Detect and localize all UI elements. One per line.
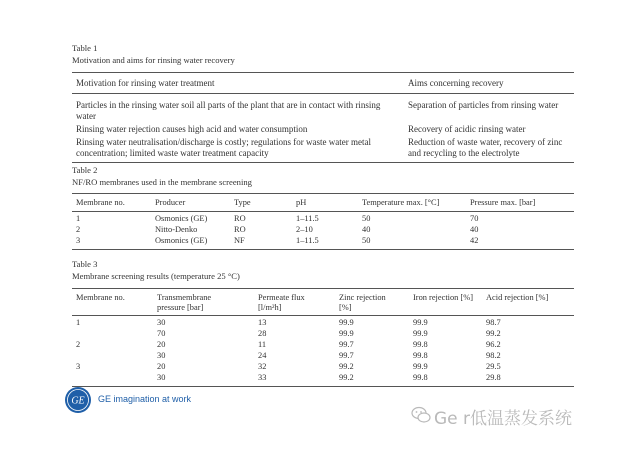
table3-caption: Membrane screening results (temperature 25 °C) xyxy=(72,271,240,281)
table3-cell: 20 xyxy=(157,340,166,349)
table1-bottom-rule xyxy=(72,162,574,163)
table3-cell: 98.2 xyxy=(486,351,501,360)
table2-cell: NF xyxy=(234,236,245,245)
table3-cell: 3 xyxy=(76,362,81,371)
table3-cell: 20 xyxy=(157,362,166,371)
table3-cell: 32 xyxy=(258,362,267,371)
table1-label: Table 1 xyxy=(72,43,98,53)
table3-header-iron: Iron rejection [%] xyxy=(413,293,473,302)
table2-cell: 40 xyxy=(362,225,371,234)
table3-cell: 99.8 xyxy=(413,373,428,382)
table3-cell: 99.2 xyxy=(486,329,501,338)
table1-row3-motivation: Rinsing water neutralisation/discharge is costly; regulations for waste water metal concentration; limited waste water treatment capacity xyxy=(76,137,372,158)
table3-cell: 99.7 xyxy=(339,340,354,349)
ge-tagline: GE imagination at work xyxy=(98,394,192,404)
table3-header-pressure: Transmembrane pressure [bar] xyxy=(157,293,212,312)
table2-cell: 1–11.5 xyxy=(296,236,319,245)
table2-cell: Osmonics (GE) xyxy=(155,214,208,223)
table1-top-rule xyxy=(72,72,574,73)
table2-header-producer: Producer xyxy=(155,198,186,207)
table3-cell: 99.8 xyxy=(413,340,428,349)
table3-header-rule xyxy=(72,315,574,316)
table1-header-aims: Aims concerning recovery xyxy=(408,78,504,88)
table2-cell: Osmonics (GE) xyxy=(155,236,208,245)
table3-cell: 11 xyxy=(258,340,267,349)
table3-cell: 24 xyxy=(258,351,267,360)
table3-cell: 96.2 xyxy=(486,340,501,349)
table1-caption: Motivation and aims for rinsing water recovery xyxy=(72,55,235,65)
watermark: Ge r低温蒸发系统 xyxy=(434,409,573,429)
table3-cell: 99.9 xyxy=(413,362,428,371)
table3-cell: 30 xyxy=(157,351,166,360)
table1-row2-motivation: Rinsing water rejection causes high acid and water consumption xyxy=(76,124,308,134)
table2-cell: 50 xyxy=(362,214,371,223)
ge-logo-text: GE xyxy=(71,395,85,407)
table3-header-acid: Acid rejection [%] xyxy=(486,293,549,302)
table2-cell: 3 xyxy=(76,236,81,245)
table3-top-rule xyxy=(72,288,574,289)
table3-cell: 1 xyxy=(76,318,81,327)
table3-header-membrane-no: Membrane no. xyxy=(76,293,125,302)
ge-logo-icon xyxy=(64,386,92,414)
table2-cell: 2–10 xyxy=(296,225,313,234)
table2-cell: 1–11.5 xyxy=(296,214,319,223)
table3-cell: 70 xyxy=(157,329,166,338)
table2-cell: RO xyxy=(234,225,246,234)
table2-header-temperature: Temperature max. [°C] xyxy=(362,198,440,207)
table1-row3-aim: Reduction of waste water, recovery of zinc and recycling to the electrolyte xyxy=(408,137,563,158)
table2-cell: 42 xyxy=(470,236,479,245)
table3-cell: 29.5 xyxy=(486,362,501,371)
table2-header-pressure: Pressure max. [bar] xyxy=(470,198,536,207)
table3-cell: 13 xyxy=(258,318,267,327)
table2-cell: 1 xyxy=(76,214,81,223)
table3-cell: 30 xyxy=(157,318,166,327)
table2-header-membrane-no: Membrane no. xyxy=(76,198,125,207)
table3-cell: 30 xyxy=(157,373,166,382)
table2-bottom-rule xyxy=(72,249,574,250)
table2-top-rule xyxy=(72,193,574,194)
table3-cell: 99.9 xyxy=(413,329,428,338)
table3-cell: 99.2 xyxy=(339,362,354,371)
table3-cell: 99.9 xyxy=(413,318,428,327)
table1-header-motivation: Motivation for rinsing water treatment xyxy=(76,78,215,88)
table2-cell: 50 xyxy=(362,236,371,245)
table3-cell: 98.7 xyxy=(486,318,501,327)
table3-cell: 99.9 xyxy=(339,329,354,338)
table2-header-type: Type xyxy=(234,198,251,207)
table2-cell: 2 xyxy=(76,225,81,234)
table1-header-rule xyxy=(72,93,574,94)
table1-row1-aim: Separation of particles from rinsing water xyxy=(408,100,559,110)
table3-bottom-rule xyxy=(72,386,574,387)
table3-cell: 99.8 xyxy=(413,351,428,360)
table3-cell: 2 xyxy=(76,340,81,349)
table3-cell: 99.2 xyxy=(339,373,354,382)
table3-cell: 33 xyxy=(258,373,267,382)
table3-header-zinc: Zinc rejection [%] xyxy=(339,293,386,312)
table2-header-rule xyxy=(72,211,574,212)
table1-row2-aim: Recovery of acidic rinsing water xyxy=(408,124,526,134)
table2-label: Table 2 xyxy=(72,165,98,175)
table1-row1-motivation: Particles in the rinsing water soil all parts of the plant that are in contact with rinsing water xyxy=(76,100,381,121)
table3-cell: 28 xyxy=(258,329,267,338)
table3-header-flux: Permeate flux [l/m²h] xyxy=(258,293,305,312)
table3-cell: 29.8 xyxy=(486,373,501,382)
table3-cell: 99.7 xyxy=(339,351,354,360)
wechat-icon xyxy=(411,406,431,424)
table2-cell: Nitto-Denko xyxy=(155,225,198,234)
table3-cell: 99.9 xyxy=(339,318,354,327)
table2-cell: 40 xyxy=(470,225,479,234)
table2-header-ph: pH xyxy=(296,198,307,207)
table2-caption: NF/RO membranes used in the membrane screening xyxy=(72,177,252,187)
table3-label: Table 3 xyxy=(72,259,98,269)
table2-cell: RO xyxy=(234,214,246,223)
table2-cell: 70 xyxy=(470,214,479,223)
